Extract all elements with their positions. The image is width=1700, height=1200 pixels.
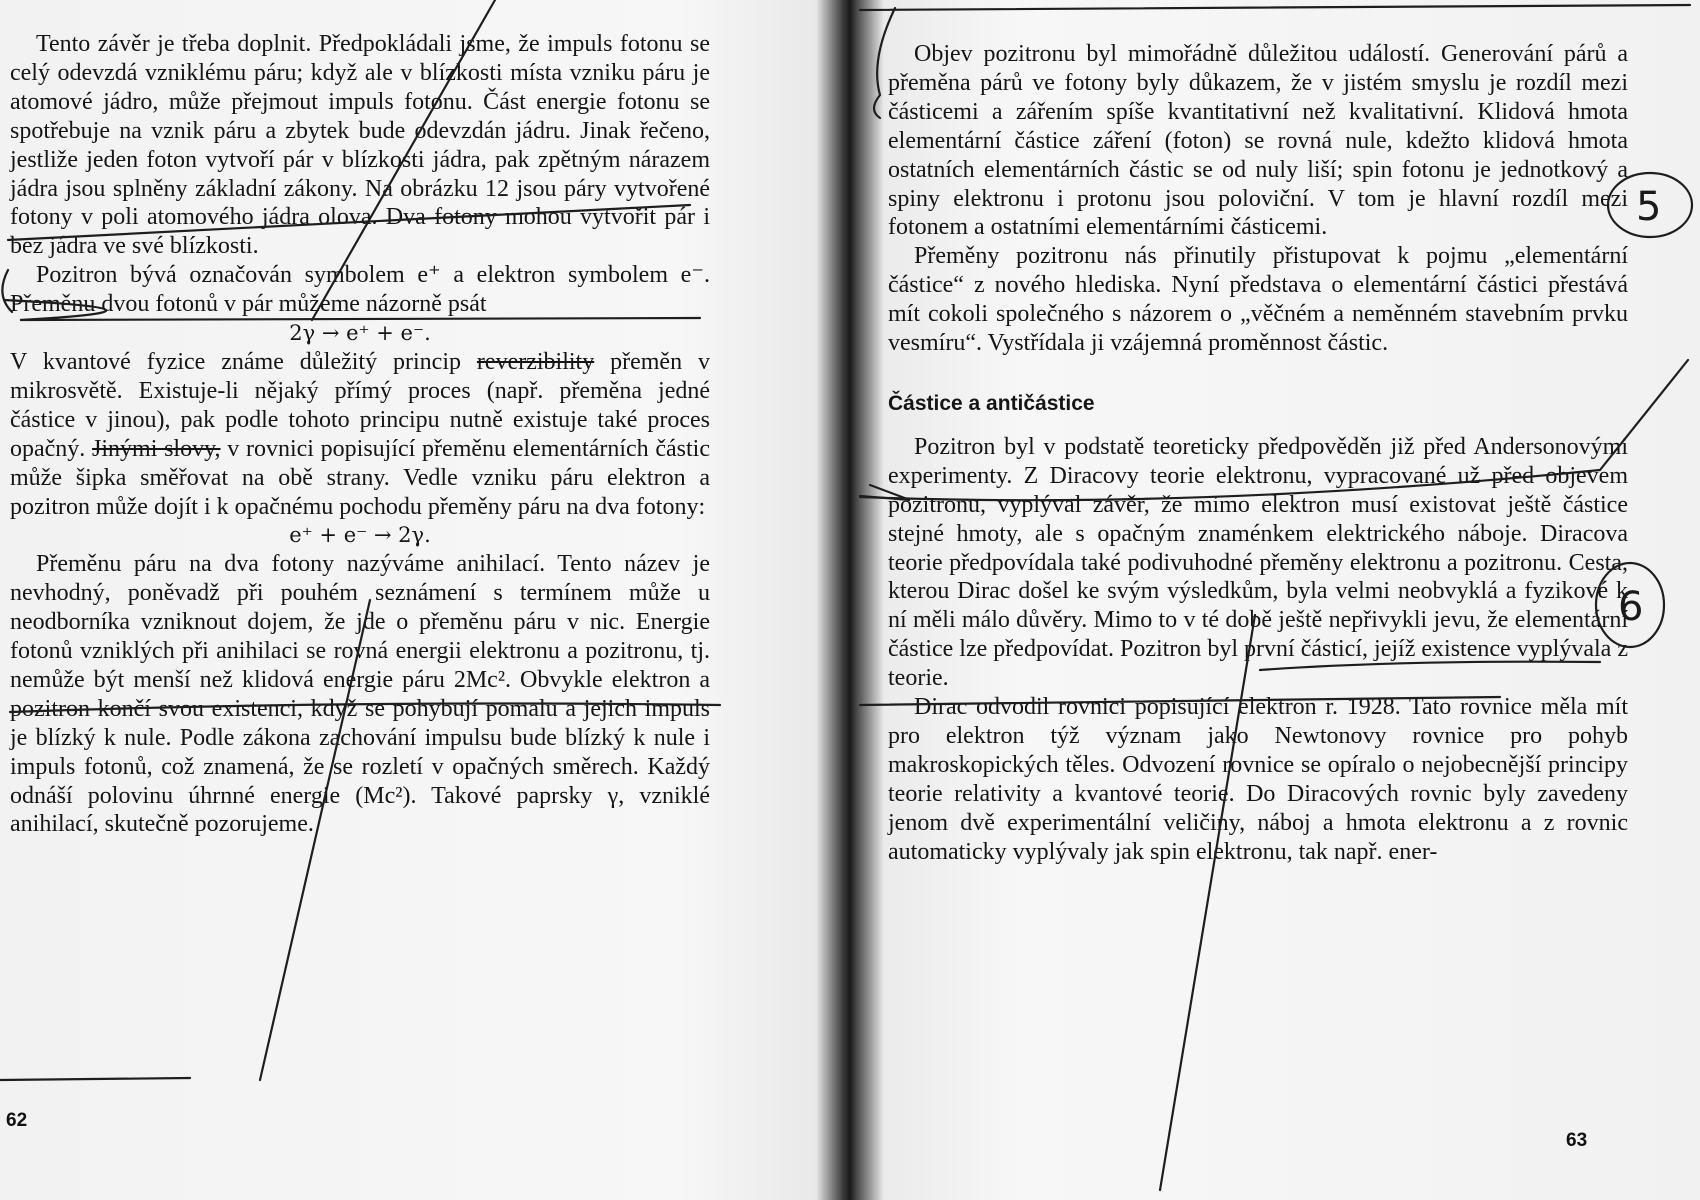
right-text-column xyxy=(888,40,1628,866)
left-paragraph-1: Tento závěr je třeba doplnit. Předpokládali jsme, že impuls fotonu se celý odevzdá vzniklému páru; když ale v blízkosti místa vzniku páru je atomové jádro, může přejmout impuls fotonu. Část energie fotonu se spotřebuje na vznik páru a zbytek bude odevzdán jádru. Jinak řečeno, jestliže jeden foton vytvoří pár v blízkosti jádra, pak zpětným nárazem jádra jsou splněny základní zákony. Na obrázku 12 jsou páry vytvořené fotony v poli atomového jádra olova. Dva fotony mohou vytvořit pár i bez jádra ve své blízkosti. xyxy=(10,31,710,260)
left-paragraph-2: Pozitron bývá označován symbolem e⁺ a elektron symbolem e⁻. Přeměnu dvou fotonů v pár můžeme názorně psát xyxy=(10,262,710,318)
right-paragraph-2: Přeměny pozitronu nás přinutily přistupovat k pojmu „elementární částice“ z nového hlediska. Nyní představa o elementární částici přestává mít cokoli společného s názorem o „věčném a neměnném stavebním prvku vesmíru“. Vystřídala ji vzájemná proměnnost částic. xyxy=(888,243,1628,357)
right-page xyxy=(850,0,1700,1200)
left-text-column xyxy=(10,30,710,839)
left-paragraph-3-start: V kvantové fyzice známe důležitý princip xyxy=(10,348,477,375)
section-heading: Částice a antičástice xyxy=(888,391,1095,415)
left-paragraph-3-end: v rovnici popisující přeměnu elementárních částic může šipka směřovat na obě strany. Vedle vzniku páru elektron a pozitron může dojít i k opačnému pochodu přeměny páru na dva fotony: xyxy=(10,435,711,520)
left-page xyxy=(0,0,820,1200)
right-paragraph-3: Pozitron byl v podstatě teoreticky předpověděn již před Andersonovými experimenty. Z Diracovy teorie elektronu, vypracované už před objevem pozitronu, vyplýval závěr, že mimo elektron musí existovat ještě částice stejné hmoty, ale s opačným znaménkem elektrického náboje. Diracova teorie předpovídala také podivuhodné přeměny elektronu a pozitronu. Cesta, kterou Dirac došel ke svým výsledkům, byla velmi neobvyklá a fyzikové k ní měli málo důvěry. Mimo to v té době ještě nepřivykli jevu, že elementární částice lze předpovídat. Pozitron byl první částicí, jejíž existence vyplývala z teorie. xyxy=(888,433,1628,692)
formula-pair-creation: 2γ → e⁺ + e⁻. xyxy=(289,321,431,346)
circle-5-label: 5 xyxy=(1636,184,1662,230)
right-page-number: 63 xyxy=(1566,1130,1588,1151)
left-paragraph-3 xyxy=(10,348,710,521)
left-paragraph-3-middle: přeměn v mikrosvětě. Existuje-li nějaký přímý proces (např. přeměna jedné částice v jinou), pak podle tohoto principu nutně existuje také proces opačný. xyxy=(10,348,711,462)
left-paragraph-4: Přeměnu páru na dva fotony nazýváme anihilací. Tento název je nevhodný, poněvadž při pouhém seznámení s termínem může u neodborníka vzniknout dojem, že jde o přeměnu páru v nic. Energie fotonů vzniklých při anihilaci se rovná energii elektronu a pozitronu, tj. nemůže být menší než klidová energie páru 2Mc². Obvykle elektron a pozitron končí svou existenci, když se pohybují pomalu a jejich impuls je blízký k nule. Podle zákona zachování impulsu bude blízký k nule i impuls fotonů, což znamená, že se rozletí v opačných směrech. Každý odnáší polovinu úhrnné energie (Mc²). Takové paprsky γ, vzniklé anihilací, skutečně pozorujeme. xyxy=(10,551,710,838)
right-paragraph-4: Dirac odvodil rovnici popisující elektron r. 1928. Tato rovnice měla mít pro elektron týž význam jako Newtonovy rovnice pro pohyb makroskopických těles. Odvození rovnice se opíralo o nejobecnější principy teorie relativity a kvantové teorie. Do Diracových rovnic byly zavedeny jenom dvě experimentální veličiny, náboj a hmota elektronu a z rovnic automaticky vyplývaly jak spin elektronu, tak např. ener- xyxy=(888,694,1628,865)
struck-word-reverzibility: reverzibility xyxy=(476,348,595,375)
formula-annihilation: e⁺ + e⁻ → 2γ. xyxy=(289,523,431,548)
struck-phrase-jinymi-slovy: Jinými slovy, xyxy=(92,435,221,462)
circle-6-label: 6 xyxy=(1618,584,1644,630)
left-page-number: 62 xyxy=(6,1110,28,1131)
right-paragraph-1: Objev pozitronu byl mimořádně důležitou událostí. Generování párů a přeměna párů ve fotony byly důkazem, že v jistém smyslu je rozdíl mezi částicemi a zářením spíše kvantitativní než kvalitativní. Klidová hmota elementární částice záření (foton) se rovná nule, kdežto klidová hmota ostatních elementárních částic se od nuly liší; spin fotonu je jednotkový a spiny elektronu i protonu jsou poloviční. V tom je hlavní rozdíl mezi fotonem a ostatními elementárními částicemi. xyxy=(888,41,1628,241)
